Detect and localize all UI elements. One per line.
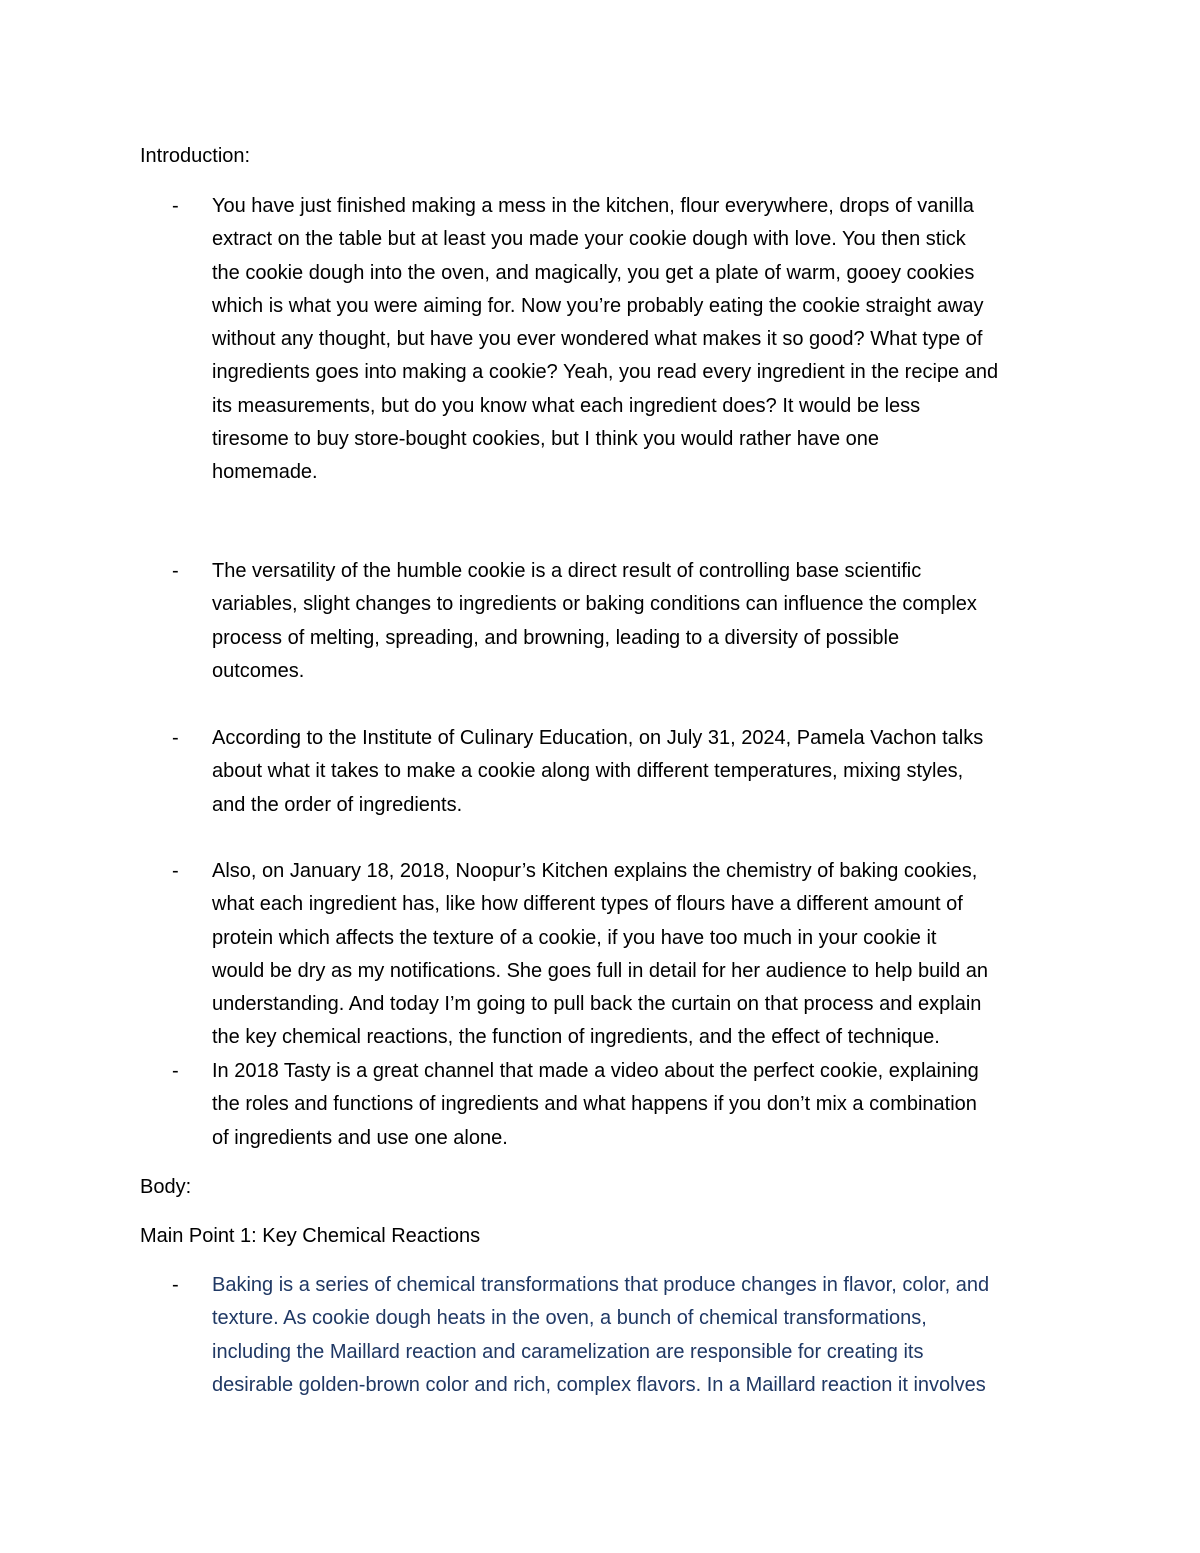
text-line: extract on the table but at least you made your cookie dough with love. You then stick [212,228,966,251]
text-line: would be dry as my notifications. She goes full in detail for her audience to help build an [212,959,989,982]
introduction-heading: Introduction: [140,145,251,167]
bullet-text [212,555,1082,688]
text-line: about what it takes to make a cookie along with different temperatures, mixing styles, [212,760,964,783]
text-line: its measurements, but do you know what each ingredient does? It would be less [212,394,921,417]
body-heading: Body: [140,1176,192,1198]
text-line: and the order of ingredients. [212,793,463,816]
bullet-dash: - [172,195,179,217]
text-line: In 2018 Tasty is a great channel that made a video about the perfect cookie, explaining [212,1060,979,1082]
text-line: understanding. And today I’m going to pull back the curtain on that process and explain [212,993,982,1016]
bullet-dash: - [172,1060,179,1082]
text-line: homemade. [212,461,318,484]
text-line: variables, slight changes to ingredients or baking conditions can influence the complex [212,593,977,616]
text-line: tiresome to buy store-bought cookies, but I think you would rather have one [212,428,880,451]
text-line: texture. As cookie dough heats in the oven, a bunch of chemical transformations, [212,1307,927,1330]
bullet-text [212,722,1082,822]
bullet-text [212,1055,1082,1155]
text-line: ingredients goes into making a cookie? Yeah, you read every ingredient in the recipe and [212,361,999,384]
text-line: You have just finished making a mess in the kitchen, flour everywhere, drops of vanilla [212,195,974,217]
text-line: including the Maillard reaction and caramelization are responsible for creating its [212,1340,924,1363]
text-line: Also, on January 18, 2018, Noopur’s Kitchen explains the chemistry of baking cookies, [212,860,978,882]
bullet-text [212,1269,1082,1402]
bullet-text [212,190,1082,490]
text-line: the roles and functions of ingredients and what happens if you don’t mix a combination [212,1093,977,1116]
text-line: the cookie dough into the oven, and magically, you get a plate of warm, gooey cookies [212,261,975,284]
text-line: Baking is a series of chemical transformations that produce changes in flavor, color, and [212,1274,990,1296]
text-line: According to the Institute of Culinary Education, on July 31, 2024, Pamela Vachon talks [212,727,984,749]
text-line: the key chemical reactions, the function of ingredients, and the effect of technique. [212,1026,940,1049]
text-line: without any thought, but have you ever wondered what makes it so good? What type of [212,328,983,351]
text-line: desirable golden-brown color and rich, complex flavors. In a Maillard reaction it involves [212,1373,986,1396]
bullet-dash: - [172,727,179,749]
bullet-text [212,855,1082,1055]
bullet-dash: - [172,560,179,582]
text-line: process of melting, spreading, and browning, leading to a diversity of possible [212,626,900,649]
text-line: outcomes. [212,659,305,682]
bullet-dash: - [172,860,179,882]
text-line: which is what you were aiming for. Now you’re probably eating the cookie straight away [212,294,984,317]
main-point-1-heading: Main Point 1: Key Chemical Reactions [140,1225,481,1247]
text-line: protein which affects the texture of a cookie, if you have too much in your cookie it [212,926,937,949]
text-line: what each ingredient has, like how different types of flours have a different amount of [212,893,963,916]
text-line: The versatility of the humble cookie is a direct result of controlling base scientific [212,560,922,582]
bullet-dash: - [172,1274,179,1296]
text-line: of ingredients and use one alone. [212,1126,508,1149]
